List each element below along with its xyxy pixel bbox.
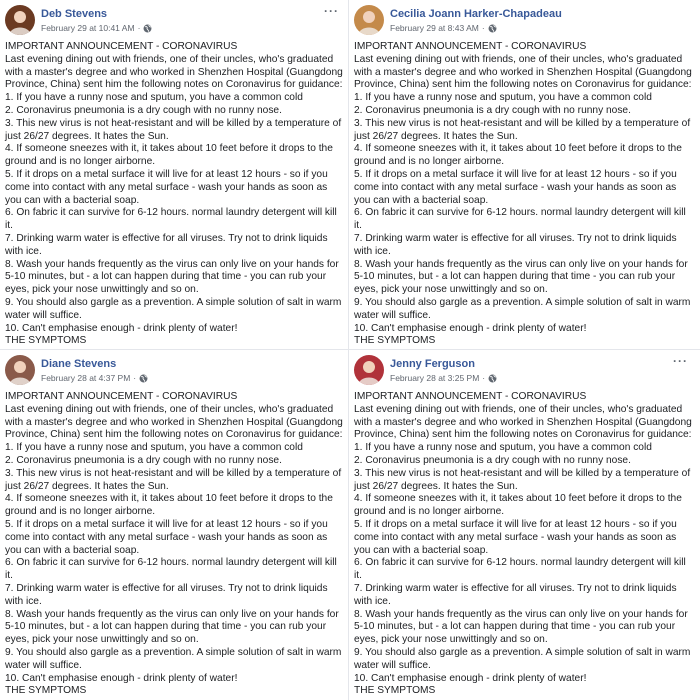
post-text-line: 8. Wash your hands frequently as the virus can only live on your hands for 5-10 minutes, but - a lot can happen during that time - you can rub your eyes, pick your nose unwittingly and so on. bbox=[354, 608, 688, 646]
author-name[interactable]: Cecilia Joann Harker-Chapadeau bbox=[390, 8, 562, 20]
post-text-line: 7. Drinking warm water is effective for all viruses. Try not to drink liquids with ice. bbox=[354, 582, 677, 607]
post-header bbox=[352, 353, 694, 389]
avatar[interactable] bbox=[5, 5, 35, 35]
post-text-line: IMPORTANT ANNOUNCEMENT - CORONAVIRUS bbox=[5, 391, 238, 402]
post-body bbox=[5, 391, 343, 698]
globe-icon bbox=[488, 374, 497, 383]
post-text-line: 9. You should also gargle as a prevention. A simple solution of salt in warm water will suffice. bbox=[354, 296, 691, 321]
meta-separator: · bbox=[481, 23, 485, 33]
post-text-line: 9. You should also gargle as a prevention. A simple solution of salt in warm water will suffice. bbox=[5, 646, 342, 671]
post-card bbox=[3, 3, 345, 349]
post-text-line: 1. If you have a runny nose and sputum, you have a common cold bbox=[354, 442, 652, 454]
author-name[interactable]: Deb Stevens bbox=[41, 8, 108, 20]
post-body bbox=[354, 391, 692, 698]
post-text-line: THE SYMPTOMS bbox=[354, 335, 436, 347]
post-text-line: 7. Drinking warm water is effective for all viruses. Try not to drink liquids with ice. bbox=[5, 582, 328, 607]
post-text-line: 3. This new virus is not heat-resistant and will be killed by a temperature of just 26/27 degrees. It hates the Sun. bbox=[354, 117, 691, 142]
post-text-line: 2. Coronavirus pneumonia is a dry cough with no runny nose. bbox=[5, 454, 282, 466]
post-card bbox=[352, 353, 694, 699]
post-text-line: 5. If it drops on a metal surface it will live for at least 12 hours - so if you come into contact with any metal surface - wash your hands as soon as you can with a bacterial soap. bbox=[354, 168, 677, 206]
post-text-line: 7. Drinking warm water is effective for all viruses. Try not to drink liquids with ice. bbox=[5, 232, 328, 257]
post-text-line: 10. Can't emphasise enough - drink plenty of water! bbox=[354, 322, 587, 334]
author-name[interactable]: Jenny Ferguson bbox=[390, 358, 475, 370]
post-text-line: 10. Can't emphasise enough - drink plenty of water! bbox=[354, 672, 587, 684]
post-meta bbox=[390, 23, 497, 33]
post-text-line: 4. If someone sneezes with it, it takes about 10 feet before it drops to the ground and is no longer airborne. bbox=[5, 143, 333, 168]
post-text-line: Last evening dining out with friends, one of their uncles, who's graduated with a master's degree and who worked in Shenzhen Hospital (Guangdong Province, China) sent him the following notes on Coronavirus for guidance: bbox=[354, 53, 692, 91]
globe-icon bbox=[139, 374, 148, 383]
post-meta bbox=[41, 23, 152, 33]
post-text-line: 5. If it drops on a metal surface it will live for at least 12 hours - so if you come into contact with any metal surface - wash your hands as soon as you can with a bacterial soap. bbox=[5, 168, 328, 206]
meta-separator: · bbox=[137, 23, 141, 33]
meta-separator: · bbox=[133, 373, 137, 383]
post-text-line: 4. If someone sneezes with it, it takes about 10 feet before it drops to the ground and is no longer airborne. bbox=[354, 493, 682, 518]
post-body bbox=[5, 41, 343, 348]
post-text-line: 1. If you have a runny nose and sputum, you have a common cold bbox=[5, 442, 303, 454]
post-text-line: THE SYMPTOMS bbox=[5, 685, 87, 697]
post-text-line: IMPORTANT ANNOUNCEMENT - CORONAVIRUS bbox=[354, 41, 587, 52]
post-text-line: 2. Coronavirus pneumonia is a dry cough with no runny nose. bbox=[354, 454, 631, 466]
post-text-line: IMPORTANT ANNOUNCEMENT - CORONAVIRUS bbox=[5, 41, 238, 52]
more-options-icon[interactable]: ··· bbox=[324, 4, 339, 18]
author-name[interactable]: Diane Stevens bbox=[41, 358, 117, 370]
post-text-line: Last evening dining out with friends, one of their uncles, who's graduated with a master's degree and who worked in Shenzhen Hospital (Guangdong Province, China) sent him the following notes on Coronavirus for guidance: bbox=[5, 53, 343, 91]
vertical-divider bbox=[348, 0, 349, 700]
post-timestamp[interactable]: February 29 at 8:43 AM bbox=[390, 23, 479, 33]
post-text-line: 2. Coronavirus pneumonia is a dry cough with no runny nose. bbox=[354, 104, 631, 116]
post-text-line: THE SYMPTOMS bbox=[354, 685, 436, 697]
avatar[interactable] bbox=[5, 355, 35, 385]
post-text-line: 3. This new virus is not heat-resistant and will be killed by a temperature of just 26/27 degrees. It hates the Sun. bbox=[5, 117, 342, 142]
post-card bbox=[3, 353, 345, 699]
post-card bbox=[352, 3, 694, 349]
post-text-line: 6. On fabric it can survive for 6-12 hours. normal laundry detergent will kill it. bbox=[5, 207, 337, 232]
post-text-line: 3. This new virus is not heat-resistant and will be killed by a temperature of just 26/27 degrees. It hates the Sun. bbox=[5, 467, 342, 492]
post-text-line: 4. If someone sneezes with it, it takes about 10 feet before it drops to the ground and is no longer airborne. bbox=[5, 493, 333, 518]
post-text-line: 8. Wash your hands frequently as the virus can only live on your hands for 5-10 minutes, but - a lot can happen during that time - you can rub your eyes, pick your nose unwittingly and so on. bbox=[5, 608, 339, 646]
post-meta bbox=[41, 373, 148, 383]
post-text-line: 6. On fabric it can survive for 6-12 hours. normal laundry detergent will kill it. bbox=[354, 207, 686, 232]
post-text-line: 2. Coronavirus pneumonia is a dry cough with no runny nose. bbox=[5, 104, 282, 116]
globe-icon bbox=[488, 24, 497, 33]
post-timestamp[interactable]: February 28 at 3:25 PM bbox=[390, 373, 480, 383]
post-text-line: 8. Wash your hands frequently as the virus can only live on your hands for 5-10 minutes, but - a lot can happen during that time - you can rub your eyes, pick your nose unwittingly and so on. bbox=[354, 258, 688, 296]
post-text-line: 10. Can't emphasise enough - drink plenty of water! bbox=[5, 322, 238, 334]
post-text-line: IMPORTANT ANNOUNCEMENT - CORONAVIRUS bbox=[354, 391, 587, 402]
post-text-line: 5. If it drops on a metal surface it will live for at least 12 hours - so if you come into contact with any metal surface - wash your hands as soon as you can with a bacterial soap. bbox=[354, 518, 677, 556]
post-text-line: Last evening dining out with friends, one of their uncles, who's graduated with a master's degree and who worked in Shenzhen Hospital (Guangdong Province, China) sent him the following notes on Coronavirus for guidance: bbox=[354, 403, 692, 441]
horizontal-divider bbox=[0, 349, 700, 350]
post-text-line: 7. Drinking warm water is effective for all viruses. Try not to drink liquids with ice. bbox=[354, 232, 677, 257]
meta-separator: · bbox=[482, 373, 486, 383]
post-text-line: 6. On fabric it can survive for 6-12 hours. normal laundry detergent will kill it. bbox=[354, 557, 686, 582]
post-text-line: 6. On fabric it can survive for 6-12 hours. normal laundry detergent will kill it. bbox=[5, 557, 337, 582]
post-text-line: THE SYMPTOMS bbox=[5, 335, 87, 347]
post-header bbox=[3, 353, 345, 389]
post-timestamp[interactable]: February 28 at 4:37 PM bbox=[41, 373, 131, 383]
post-header bbox=[352, 3, 694, 39]
avatar[interactable] bbox=[354, 355, 384, 385]
post-body bbox=[354, 41, 692, 348]
post-text-line: 8. Wash your hands frequently as the virus can only live on your hands for 5-10 minutes, but - a lot can happen during that time - you can rub your eyes, pick your nose unwittingly and so on. bbox=[5, 258, 339, 296]
post-text-line: 1. If you have a runny nose and sputum, you have a common cold bbox=[5, 92, 303, 104]
post-text-line: 5. If it drops on a metal surface it will live for at least 12 hours - so if you come into contact with any metal surface - wash your hands as soon as you can with a bacterial soap. bbox=[5, 518, 328, 556]
post-text-line: 10. Can't emphasise enough - drink plenty of water! bbox=[5, 672, 238, 684]
post-text-line: 9. You should also gargle as a prevention. A simple solution of salt in warm water will suffice. bbox=[5, 296, 342, 321]
post-meta bbox=[390, 373, 497, 383]
globe-icon bbox=[143, 24, 152, 33]
avatar[interactable] bbox=[354, 5, 384, 35]
post-header bbox=[3, 3, 345, 39]
post-text-line: 3. This new virus is not heat-resistant and will be killed by a temperature of just 26/27 degrees. It hates the Sun. bbox=[354, 467, 691, 492]
more-options-icon[interactable]: ··· bbox=[673, 354, 688, 368]
post-text-line: 9. You should also gargle as a prevention. A simple solution of salt in warm water will suffice. bbox=[354, 646, 691, 671]
post-timestamp[interactable]: February 29 at 10:41 AM bbox=[41, 23, 135, 33]
post-text-line: Last evening dining out with friends, one of their uncles, who's graduated with a master's degree and who worked in Shenzhen Hospital (Guangdong Province, China) sent him the following notes on Coronavirus for guidance: bbox=[5, 403, 343, 441]
post-text-line: 1. If you have a runny nose and sputum, you have a common cold bbox=[354, 92, 652, 104]
post-text-line: 4. If someone sneezes with it, it takes about 10 feet before it drops to the ground and is no longer airborne. bbox=[354, 143, 682, 168]
